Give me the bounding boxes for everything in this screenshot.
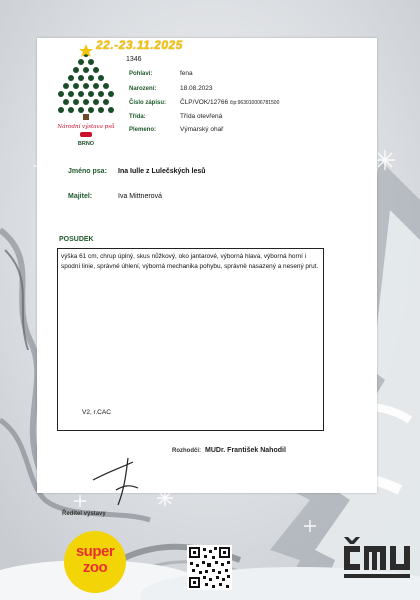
judge-label: Rozhodčí:: [172, 448, 201, 454]
club-logo: [340, 534, 414, 582]
director-signature: [88, 450, 158, 510]
sponsor-logo: [64, 531, 126, 593]
field-label-class: Třída:: [129, 114, 146, 120]
posudek-grade: V2, r.CAC: [82, 409, 111, 416]
sponsor-line2: zoo: [82, 559, 108, 576]
judge-name: MUDr. František Nahodil: [205, 447, 286, 454]
bone-icon: [80, 132, 92, 137]
field-value-birth: 18.08.2023: [180, 85, 213, 92]
catalog-number: 1346: [126, 56, 142, 63]
field-value-breed: Výmarský ohař: [180, 126, 224, 133]
owner-value: Iva Mittnerová: [118, 193, 162, 200]
field-value-sex: fena: [180, 70, 193, 77]
field-value-class: Třída otevřená: [180, 113, 223, 120]
chip-number: čip:963010006781500: [229, 100, 280, 106]
field-value-registration: [180, 99, 279, 106]
show-logo: [50, 44, 122, 148]
field-label-birth: Narození:: [129, 86, 157, 92]
dog-name-label: Jméno psa:: [68, 168, 107, 175]
dog-name-value: Ina Iulle z Lulečských lesů: [118, 168, 206, 175]
sponsor-line1: super: [75, 543, 115, 560]
field-label-breed: Plemeno:: [129, 127, 157, 133]
posudek-box: [57, 248, 324, 431]
registration-number: ČLP/VOK/12766: [180, 99, 229, 106]
director-label: Ředitel výstavy: [62, 511, 106, 517]
field-label-sex: Pohlaví:: [129, 71, 153, 77]
logo-caption: Národní výstava psů: [57, 124, 115, 130]
posudek-heading: POSUDEK: [59, 236, 94, 243]
logo-city: BRNO: [77, 141, 95, 147]
show-date: 22.-23.11.2025: [96, 38, 183, 52]
qr-code: [187, 545, 232, 590]
owner-label: Majitel:: [68, 193, 93, 200]
field-label-registration: Číslo zápisu:: [129, 100, 167, 106]
posudek-text: výška 61 cm, chrup úplný, skus nůžkový, oko jantarové, výborná hlava, výborná horní i spodní linie, správné úhlení, výborná mechanika pohybu, správně nasazený a nesený prut.: [61, 253, 319, 270]
